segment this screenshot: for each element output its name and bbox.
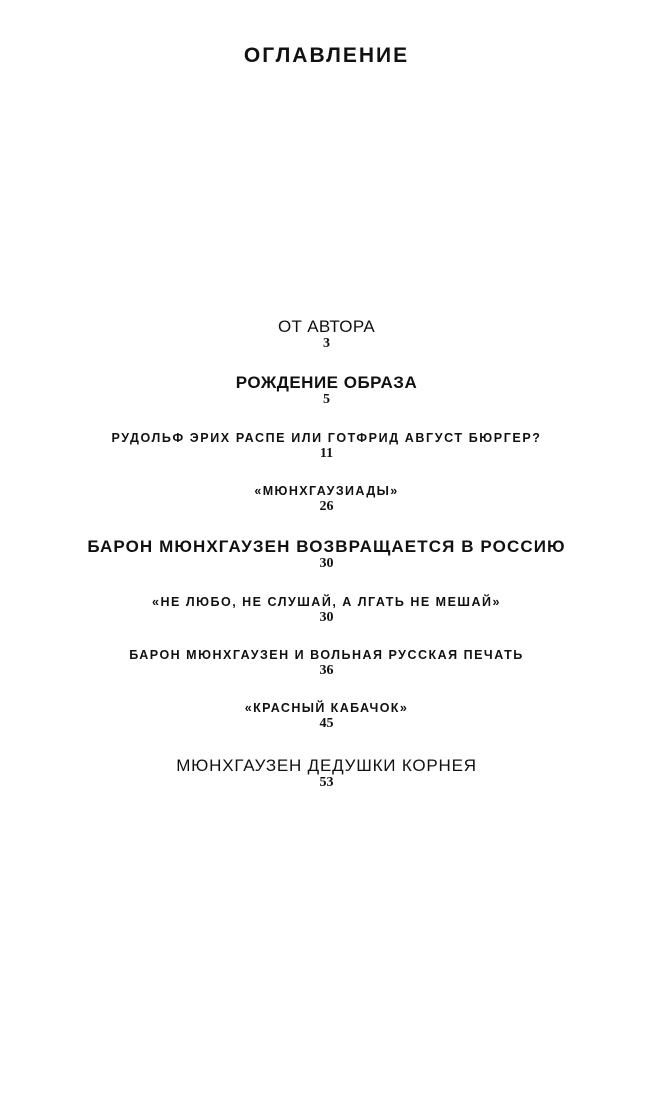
toc-entry-title: «НЕ ЛЮБО, НЕ СЛУШАЙ, А ЛГАТЬ НЕ МЕШАЙ»	[152, 595, 501, 609]
toc-entry-page-number: 11	[319, 445, 334, 461]
toc-entry	[0, 538, 653, 571]
toc-entry	[0, 485, 653, 514]
toc-entry-page-number: 45	[319, 715, 334, 731]
toc-entry-title: ОТ АВТОРА	[278, 317, 375, 336]
toc-entry-page-number: 30	[319, 609, 334, 625]
toc-entry	[0, 374, 653, 407]
toc-entry	[0, 318, 653, 351]
toc-entry	[0, 702, 653, 731]
toc-entry-title: РУДОЛЬФ ЭРИХ РАСПЕ ИЛИ ГОТФРИД АВГУСТ БЮРГЕР?	[111, 431, 542, 445]
toc-entry-title: БАРОН МЮНХГАУЗЕН И ВОЛЬНАЯ РУССКАЯ ПЕЧАТЬ	[129, 648, 524, 662]
toc-entry-page-number: 3	[323, 336, 330, 351]
toc-entry-page-number: 30	[319, 556, 334, 571]
toc-entry-page-number: 5	[323, 392, 330, 407]
toc-entry-title: МЮНХГАУЗЕН ДЕДУШКИ КОРНЕЯ	[176, 756, 477, 775]
toc-entry-page-number: 53	[319, 775, 334, 790]
toc-entry	[0, 432, 653, 461]
toc-entry-title: «КРАСНЫЙ КАБАЧОК»	[244, 701, 409, 715]
toc-entry	[0, 757, 653, 790]
page-title: ОГЛАВЛЕНИЕ	[243, 44, 410, 67]
toc-entry	[0, 596, 653, 625]
toc-entry	[0, 649, 653, 678]
toc-entry-page-number: 36	[319, 662, 334, 678]
toc-entry-title: РОЖДЕНИЕ ОБРАЗА	[235, 373, 418, 392]
toc-entry-page-number: 26	[319, 498, 334, 514]
toc-entry-title: «МЮНХГАУЗИАДЫ»	[254, 484, 399, 498]
toc-entry-title: БАРОН МЮНХГАУЗЕН ВОЗВРАЩАЕТСЯ В РОССИЮ	[87, 537, 566, 556]
